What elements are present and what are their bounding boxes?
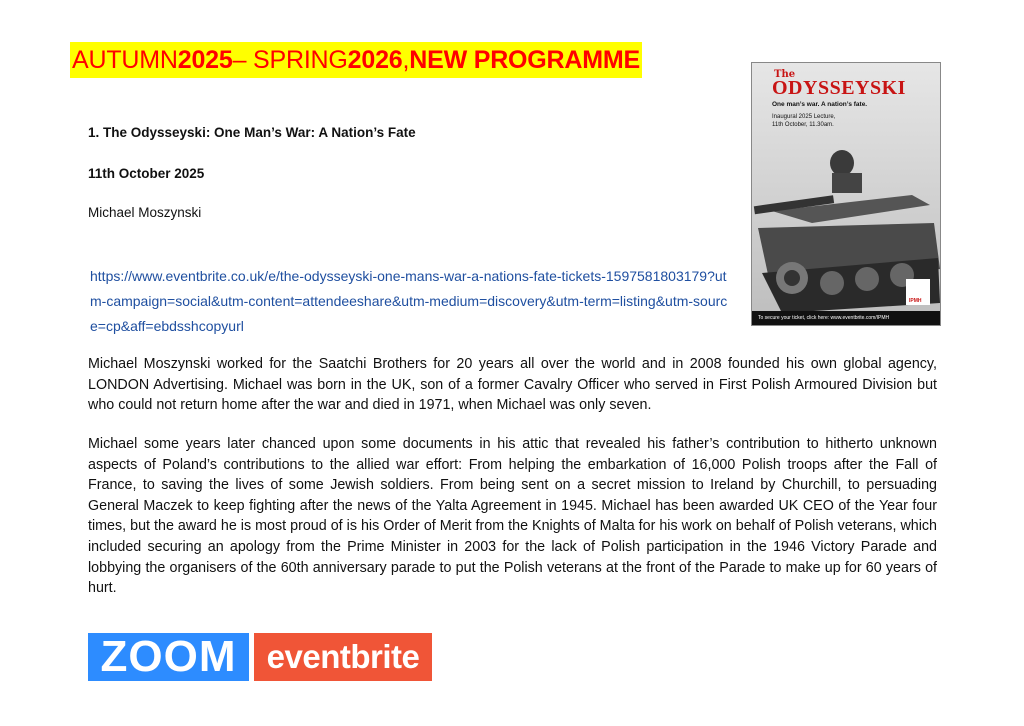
poster-info bbox=[772, 113, 872, 129]
bio-paragraph-2: Michael some years later chanced upon some documents in his attic that revealed his father’s contribution to hitherto unknown aspects of Poland’s contributions to the allied war effort: From helping the embarkation of 16,000 Polish troops after the Fall of France, to saving the lives of some Jewish soldiers. From being sent on a secret mission to Ireland by Churchill, to persuading General Maczek to keep fighting after the news of the Yalta Agreement in 1945. Michael has been awarded UK CEO of the Year four times, but the award he is most proud of is his Order of Merit from the Knights of Malta for his work on behalf of Polish veterans, which included securing an apology from the Prime Minister in 2003 for the lack of Polish participation in the 1946 Victory Parade and lobbying the organisers of the 60th anniversary parade to put the Polish veterans at the front of the Parade to make up for 60 years of hurt. bbox=[88, 436, 937, 597]
heading-year2: 2026 bbox=[347, 46, 403, 74]
ipmh-badge-label: IPMH bbox=[909, 298, 922, 304]
poster-tagline: One man’s war. A nation’s fate. bbox=[772, 101, 868, 108]
programme-heading bbox=[70, 42, 642, 78]
poster-info-line2: 11th October, 11.30am. bbox=[772, 122, 834, 128]
heading-part3: , bbox=[402, 46, 410, 74]
heading-new-programme: NEW PROGRAMME bbox=[409, 46, 640, 74]
poster-the: The bbox=[774, 69, 796, 80]
poster-info-line1: Inaugural 2025 Lecture, bbox=[772, 114, 836, 120]
ipmh-badge bbox=[906, 279, 930, 305]
heading-part1: AUTUMN bbox=[72, 46, 178, 74]
event-speaker: Michael Moszynski bbox=[88, 205, 202, 220]
event-title: 1. The Odysseyski: One Man’s War: A Nation’s Fate bbox=[88, 125, 416, 140]
zoom-logo: ZOOM bbox=[88, 633, 249, 681]
heading-year1: 2025 bbox=[177, 46, 233, 74]
heading-part2: – SPRING bbox=[232, 46, 348, 74]
poster-footer: To secure your ticket, click here: www.eventbrite.com/IPMH bbox=[752, 311, 940, 325]
bio-paragraph-1: Michael Moszynski worked for the Saatchi Brothers for 20 years all over the world and in 2008 founded his own global agency, LONDON Advertising. Michael was born in the UK, son of a former Cavalry Officer who served in First Polish Armoured Division but who could not return home after the war and died in 1971, when Michael was only seven. bbox=[88, 356, 937, 414]
eventbrite-ticket-link[interactable]: https://www.eventbrite.co.uk/e/the-odysseyski-one-mans-war-a-nations-fate-tickets-1597581803179?utm-campaign=social&utm-content=attendeeshare&utm-medium=discovery&utm-term=listing&utm-source=cp&aff=ebdsshcopyurl bbox=[90, 268, 728, 334]
event-poster bbox=[751, 62, 941, 326]
eventbrite-logo: eventbrite bbox=[254, 633, 432, 681]
event-date: 11th October 2025 bbox=[88, 166, 205, 181]
poster-title: ODYSSEYSKI bbox=[772, 77, 906, 99]
